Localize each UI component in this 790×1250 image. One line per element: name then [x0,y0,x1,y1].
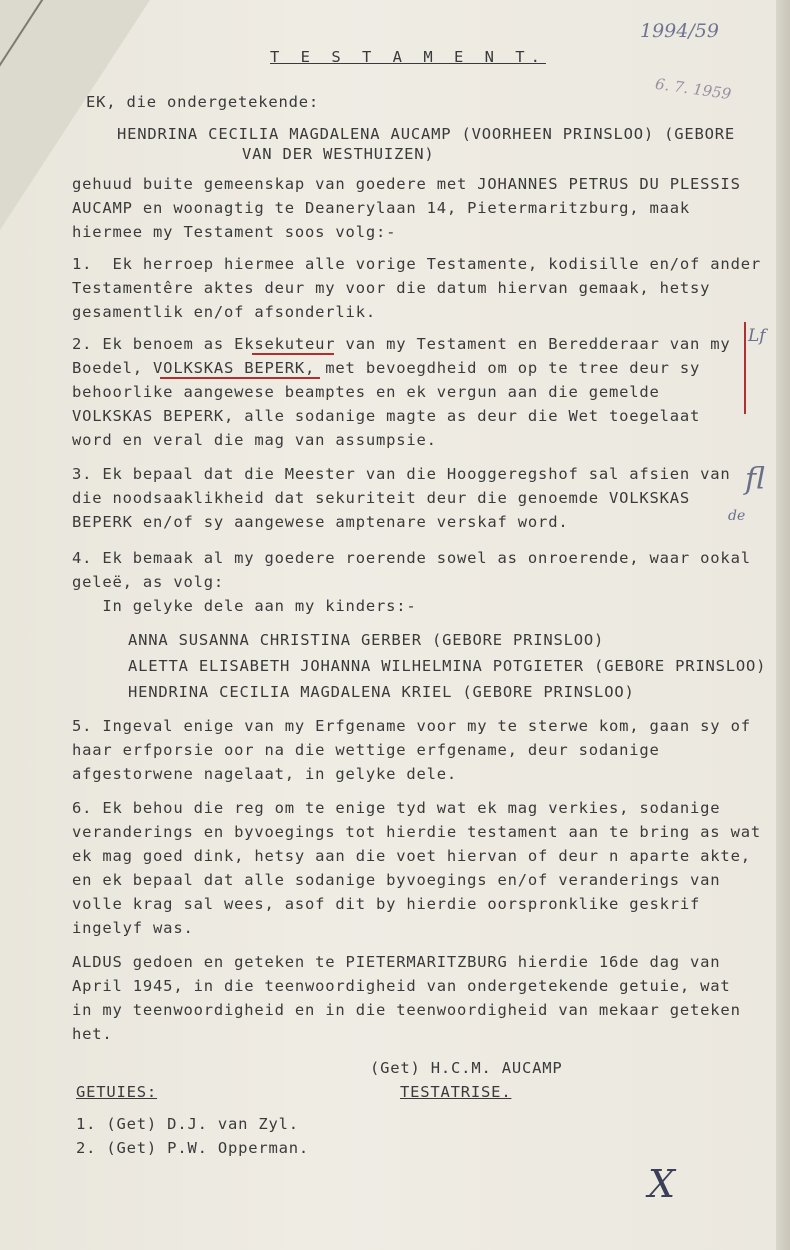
clause-2-line4: VOLKSKAS BEPERK, alle sodanige magte as deur die Wet toegelaat [72,407,701,425]
intro-paragraph-line1: gehuud buite gemeenskap van goedere met JOHANNES PETRUS DU PLESSIS [72,175,741,193]
testatrix-name-line1: HENDRINA CECILIA MAGDALENA AUCAMP (VOORHEEN PRINSLOO) (GEBORE [117,125,736,143]
clause-6-line5: volle krag sal wees, asof dit by hierdie oorspronklike geskrif [72,895,701,913]
clause-6-line2: veranderings en byvoegings tot hierdie testament aan te bring as wat [72,823,761,841]
red-underline-executor [252,353,334,355]
witness-1: 1. (Get) D.J. van Zyl. [76,1115,299,1133]
margin-initials-3: de [728,508,746,524]
testatrix-role: TESTATRISE. [400,1083,512,1101]
clause-6-line4: en ek bepaal dat alle sodanige byvoegings en/of veranderings van [72,871,721,889]
clause-1-line1: 1. Ek herroep hiermee alle vorige Testamente, kodisille en/of ander [72,255,761,273]
heir-2: ALETTA ELISABETH JOHANNA WILHELMINA POTGIETER (GEBORE PRINSLOO) [128,657,767,675]
folded-corner [0,0,150,230]
clause-6-line6: ingelyf was. [72,919,194,937]
clause-2-line5: word en veral die mag van assumpsie. [72,431,437,449]
clause-5-line3: afgestorwene nagelaat, in gelyke dele. [72,765,458,783]
clause-2-line1: 2. Ek benoem as Eksekuteur van my Testament en Beredderaar van my [72,335,731,353]
clause-4-line3: In gelyke dele aan my kinders:- [72,597,417,615]
clause-6-line3: ek mag goed dink, hetsy aan die voet hiervan of deur n aparte akte, [72,847,751,865]
witness-2: 2. (Get) P.W. Opperman. [76,1139,310,1157]
testatrix-name-line2: VAN DER WESTHUIZEN) [242,145,435,163]
clause-3-line1: 3. Ek bepaal dat die Meester van die Hooggeregshof sal afsien van [72,465,731,483]
clause-5-line1: 5. Ingeval enige van my Erfgename voor my te sterwe kom, gaan sy of [72,717,751,735]
margin-initials-2: fl [745,462,766,497]
date-stamp: 6. 7. 1959 [654,74,733,104]
execution-line2: April 1945, in die teenwoordigheid van ondergetekende getuie, wat [72,977,731,995]
red-underline-volkskas [160,377,320,379]
margin-initials-1: Lf [748,326,766,346]
execution-line4: het. [72,1025,113,1043]
execution-line1: ALDUS gedoen en geteken te PIETERMARITZBURG hierdie 16de dag van [72,953,721,971]
heir-3: HENDRINA CECILIA MAGDALENA KRIEL (GEBORE PRINSLOO) [128,683,635,701]
clause-2-line3: behoorlike aangewese beamptes en ek vergun aan die gemelde [72,383,660,401]
execution-line3: in my teenwoordigheid en in die teenwoordigheid van mekaar geteken [72,1001,741,1019]
clause-4-line2: geleë, as volg: [72,573,224,591]
clause-1-line2: Testamentêre aktes deur my voor die datum hiervan gemaak, hetsy [72,279,711,297]
clause-4-line1: 4. Ek bemaak al my goedere roerende sowel as onroerende, waar ookal [72,549,751,567]
clause-1-line3: gesamentlik en/of afsonderlik. [72,303,376,321]
witnesses-heading: GETUIES: [76,1083,158,1101]
page-edge [776,0,790,1250]
reference-number: 1994/59 [640,20,719,42]
red-margin-bar [744,322,746,414]
clause-3-line2: die noodsaaklikheid dat sekuriteit deur die genoemde VOLKSKAS [72,489,691,507]
clause-5-line2: haar erfporsie oor na die wettige erfgename, deur sodanige [72,741,660,759]
document-title: T E S T A M E N T. [270,48,546,66]
bottom-check-mark: X [648,1162,676,1206]
intro-paragraph-line2: AUCAMP en woonagtig te Deanerylaan 14, Pietermaritzburg, maak [72,199,691,217]
intro-paragraph-line3: hiermee my Testament soos volg:- [72,223,397,241]
testatrix-signature: (Get) H.C.M. AUCAMP [370,1059,563,1077]
intro-line: EK, die ondergetekende: [86,93,320,111]
heir-1: ANNA SUSANNA CHRISTINA GERBER (GEBORE PRINSLOO) [128,631,605,649]
clause-3-line3: BEPERK en/of sy aangewese amptenare verskaf word. [72,513,569,531]
clause-6-line1: 6. Ek behou die reg om te enige tyd wat ek mag verkies, sodanige [72,799,721,817]
clause-2-line2: Boedel, VOLKSKAS BEPERK, met bevoegdheid om op te tree deur sy [72,359,701,377]
